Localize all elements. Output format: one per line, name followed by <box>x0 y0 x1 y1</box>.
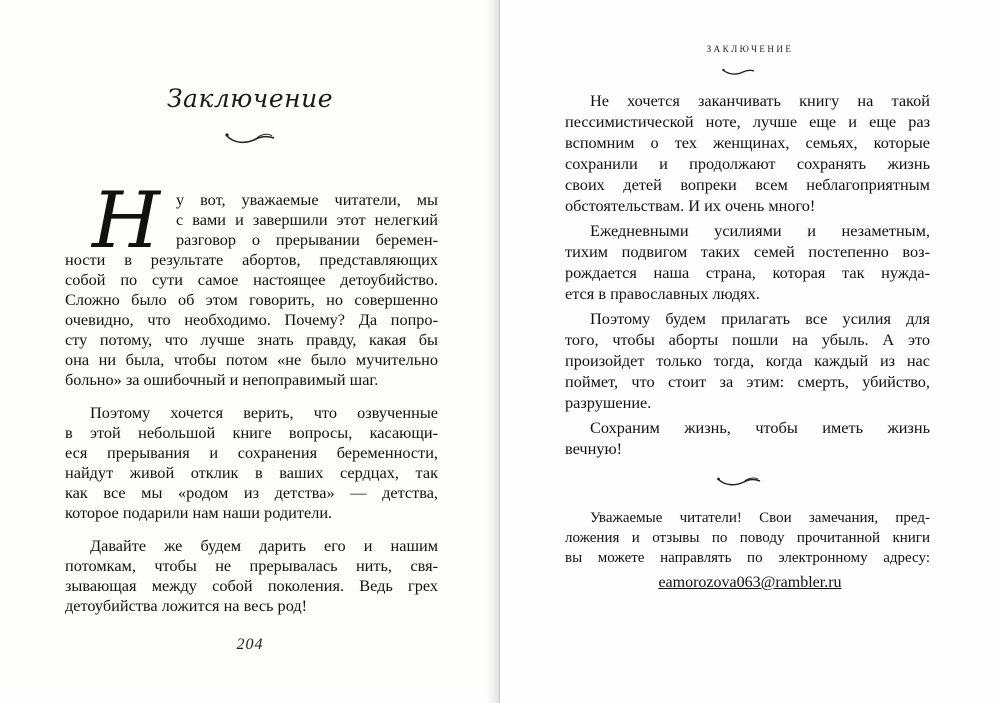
text-line: Ежедневными усилиями и незаметным, <box>590 221 930 240</box>
text-line: очевидно, что необходимо. Почему? Да попро- <box>65 310 438 329</box>
text-line: пессимистической ноте, лучше еще и еще раз <box>565 112 930 131</box>
text-line: разговор о прерывании беремен- <box>176 230 438 249</box>
text-line: произойдет только тогда, когда каждый из нас <box>565 351 930 370</box>
text-line: которое подарили нам наши родители. <box>65 503 333 522</box>
text-line: Сложно было об этом говорить, но совершенно <box>65 290 438 309</box>
email-link[interactable]: eamorozova063@rambler.ru <box>658 574 842 591</box>
text-line: тихим подвигом таких семей постепенно воз- <box>565 242 930 261</box>
text-line: обстоятельствам. И их очень много! <box>565 196 816 215</box>
page-number: 204 <box>236 636 264 653</box>
text-line: зывающая между собой поколения. Ведь грех <box>65 576 438 595</box>
text-line: вспомним о тех женщинах, семьях, которые <box>565 133 930 152</box>
text-line: с вами и завершили этот нелегкий <box>176 210 438 229</box>
text-line: еся прерывания и сохранения беременности, <box>65 443 438 462</box>
text-line: разрушение. <box>565 393 652 412</box>
note-line: вы можете направлять по электронному адресу: <box>565 550 930 566</box>
text-line: в этой небольшой книге вопросы, касающи- <box>65 423 438 442</box>
text-line: Не хочется заканчивать книгу на такой <box>590 91 930 110</box>
text-line: Поэтому будем прилагать все усилия для <box>590 309 930 328</box>
text-line: ется в православных людях. <box>565 284 760 303</box>
end-flourish-icon <box>716 474 762 488</box>
text-line: Давайте же будем дарить его и нашим <box>90 536 438 555</box>
note-line: Уважаемые читатели! Свои замечания, пред- <box>590 510 930 526</box>
text-line: Сохраним жизнь, чтобы иметь жизнь <box>590 418 930 437</box>
text-line: потомкам, чтобы не прерывалась нить, свя- <box>65 556 438 575</box>
text-line: как все мы «родом из детства» — детства, <box>65 483 438 502</box>
text-line: ности в результате абортов, представляющих <box>65 250 438 269</box>
running-head: ЗАКЛЮЧЕНИЕ <box>706 44 794 54</box>
text-line: она ни была, чтобы потом «не было мучительно <box>65 350 438 369</box>
text-line: собой по сути самое настоящее детоубийство. <box>65 270 438 289</box>
note-line: ложения и отзывы по поводу прочитанной книги <box>565 530 930 546</box>
text-line: своих детей вопреки всем неблагоприятным <box>565 175 930 194</box>
small-flourish-icon <box>721 66 755 76</box>
text-line: у вот, уважаемые читатели, мы <box>176 190 438 209</box>
text-line: больно» за ошибочный и непоправимый шаг. <box>65 370 379 389</box>
text-line: рождается наша страна, которая так нужда- <box>565 263 930 282</box>
text-line: того, чтобы аборты пошли на убыль. А это <box>565 330 930 349</box>
text-line: поймет, что стоит за этим: смерть, убийство, <box>565 372 930 391</box>
text-line: сту потому, что лучше знать правду, какая бы <box>65 330 438 349</box>
text-line: детоубийства ложится на весь род! <box>65 596 308 615</box>
text-line: Поэтому хочется верить, что озвученные <box>90 403 438 422</box>
drop-cap: Н <box>92 176 161 266</box>
text-line: найдут живой отклик в ваших сердцах, так <box>65 463 438 482</box>
text-line: вечную! <box>565 439 623 458</box>
flourish-ornament-icon <box>224 130 276 146</box>
text-line: сохранили и продолжают сохранять жизнь <box>565 154 930 173</box>
chapter-title: Заключение <box>166 84 334 113</box>
